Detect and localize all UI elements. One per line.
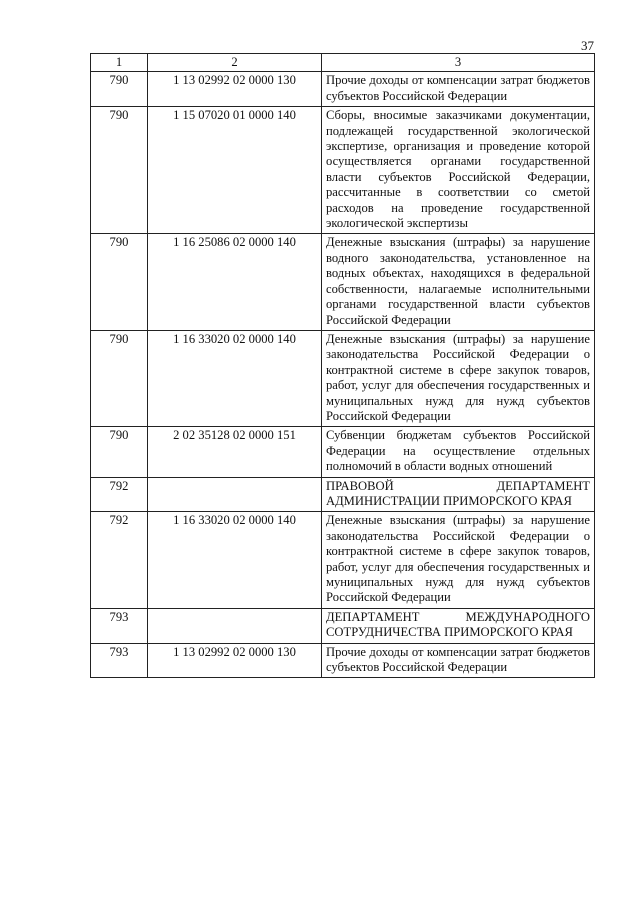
revenue-name-cell: Денежные взыскания (штрафы) за нарушение водного законодательства, установленное на водных объектах, находящихся в федеральной собственности, налагаемые исполнительными органами государственной власти субъектов Российской Федерации	[322, 234, 595, 330]
admin-code-cell: 790	[91, 72, 148, 107]
column-header-2: 2	[148, 54, 322, 72]
budget-code-cell: 1 16 25086 02 0000 140	[148, 234, 322, 330]
admin-code-cell: 792	[91, 477, 148, 512]
table-row	[91, 608, 595, 643]
budget-code-cell	[148, 477, 322, 512]
department-name-cell: ДЕПАРТАМЕНТ МЕЖДУНАРОДНОГО СОТРУДНИЧЕСТВА ПРИМОРСКОГО КРАЯ	[322, 608, 595, 643]
revenue-codes-table	[90, 53, 595, 678]
admin-code-cell: 793	[91, 608, 148, 643]
admin-code-cell: 790	[91, 330, 148, 426]
table-row	[91, 72, 595, 107]
page-number: 37	[581, 38, 594, 53]
table-row	[91, 512, 595, 608]
admin-code-cell: 790	[91, 427, 148, 477]
budget-code-cell	[148, 608, 322, 643]
department-name-cell: ПРАВОВОЙ ДЕПАРТАМЕНТ АДМИНИСТРАЦИИ ПРИМОРСКОГО КРАЯ	[322, 477, 595, 512]
revenue-name-cell: Денежные взыскания (штрафы) за нарушение законодательства Российской Федерации о контрактной системе в сфере закупок товаров, работ, услуг для обеспечения государственных и муниципальных нужд для нужд субъектов Российской Федерации	[322, 330, 595, 426]
budget-code-cell: 1 13 02992 02 0000 130	[148, 72, 322, 107]
table-row	[91, 643, 595, 678]
budget-code-cell: 1 13 02992 02 0000 130	[148, 643, 322, 678]
revenue-name-cell: Сборы, вносимые заказчиками документации, подлежащей государственной экологической экспертизе, организация и проведение которой осуществляется органами государственной власти субъектов Российской Федерации, рассчитанные в соответствии со сметой расходов на проведение государственной экологической экспертизы	[322, 107, 595, 234]
budget-code-cell: 2 02 35128 02 0000 151	[148, 427, 322, 477]
budget-code-cell: 1 16 33020 02 0000 140	[148, 330, 322, 426]
table-row	[91, 330, 595, 426]
admin-code-cell: 790	[91, 107, 148, 234]
revenue-name-cell: Денежные взыскания (штрафы) за нарушение законодательства Российской Федерации о контрактной системе в сфере закупок товаров, работ, услуг для обеспечения государственных и муниципальных нужд для нужд субъектов Российской Федерации	[322, 512, 595, 608]
revenue-name-cell: Прочие доходы от компенсации затрат бюджетов субъектов Российской Федерации	[322, 72, 595, 107]
admin-code-cell: 790	[91, 234, 148, 330]
table-row	[91, 234, 595, 330]
column-header-3: 3	[322, 54, 595, 72]
admin-code-cell: 792	[91, 512, 148, 608]
header-row	[91, 54, 595, 72]
column-header-1: 1	[91, 54, 148, 72]
table-row	[91, 477, 595, 512]
budget-code-cell: 1 15 07020 01 0000 140	[148, 107, 322, 234]
table-row	[91, 107, 595, 234]
revenue-name-cell: Прочие доходы от компенсации затрат бюджетов субъектов Российской Федерации	[322, 643, 595, 678]
table-row	[91, 427, 595, 477]
revenue-name-cell: Субвенции бюджетам субъектов Российской Федерации на осуществление отдельных полномочий в области водных отношений	[322, 427, 595, 477]
budget-code-cell: 1 16 33020 02 0000 140	[148, 512, 322, 608]
admin-code-cell: 793	[91, 643, 148, 678]
